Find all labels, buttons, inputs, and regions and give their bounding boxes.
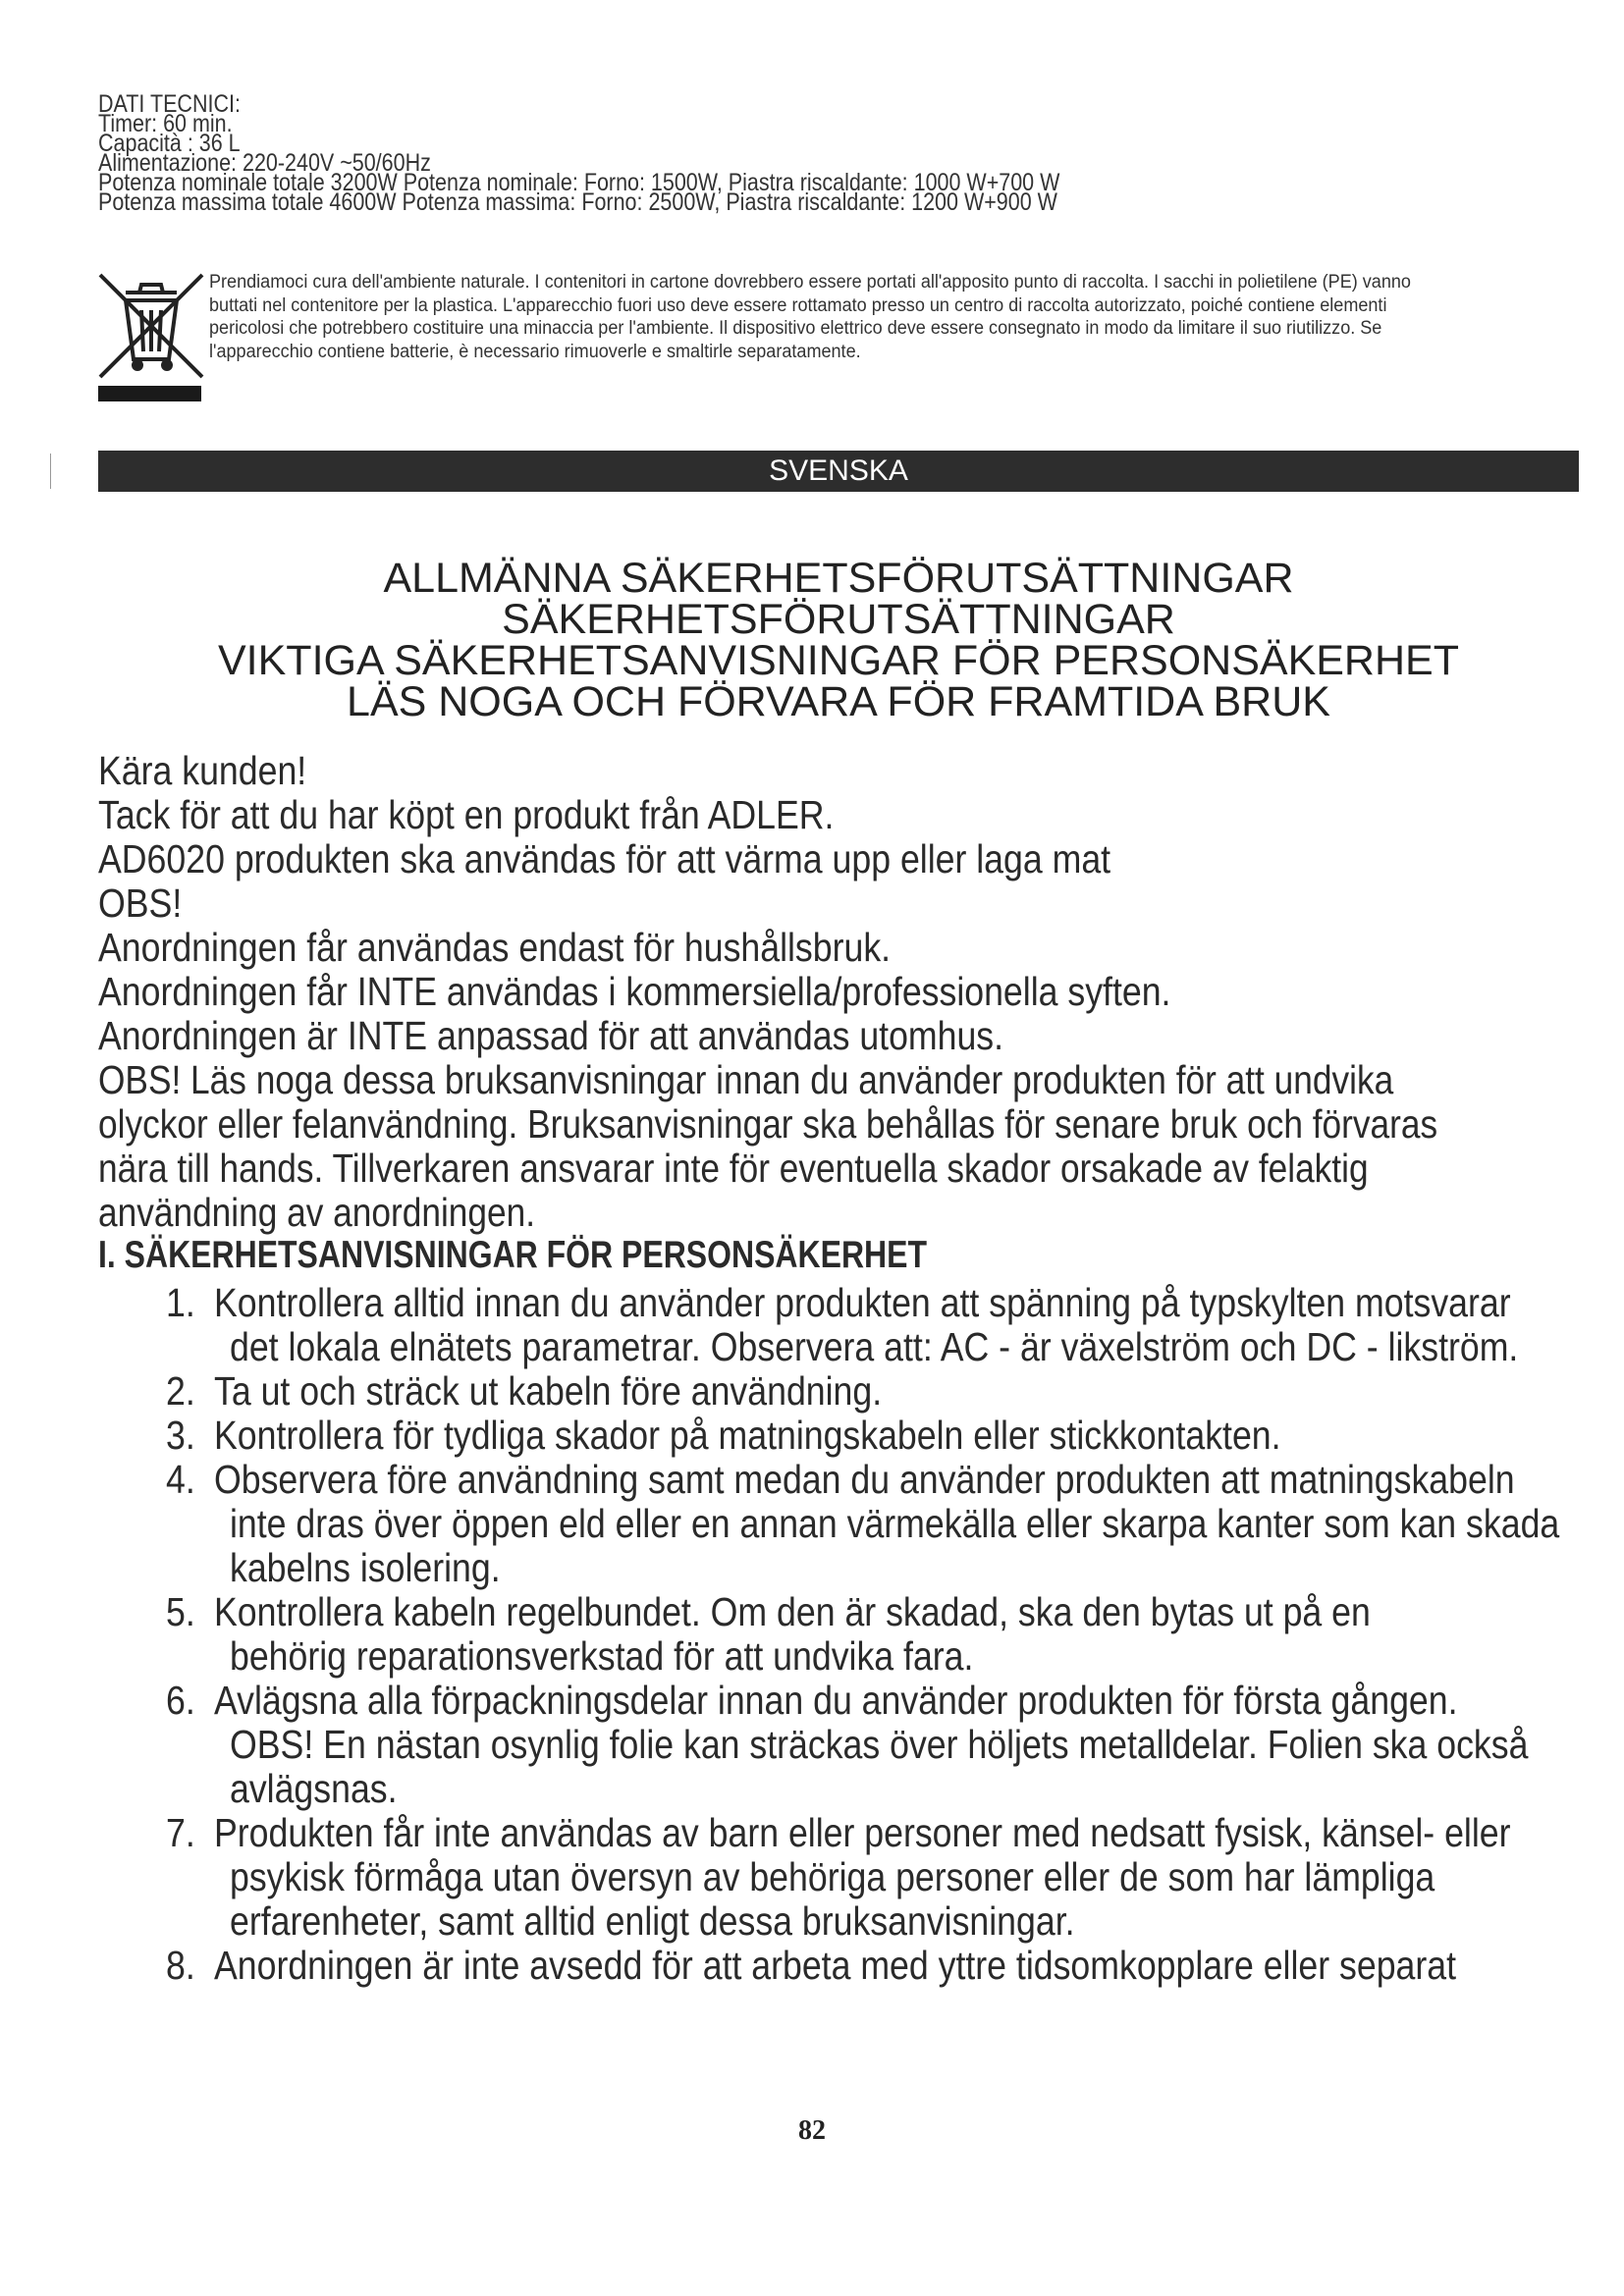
list-item [98,1679,1591,1811]
list-line: inte dras över öppen eld eller en annan värmekälla eller skarpa kanter som kan skada [230,1501,1560,1546]
list-line: behörig reparationsverkstad för att undvika fara. [230,1633,974,1679]
intro-line: Tack för att du har köpt en produkt från ADLER. [98,792,835,837]
obs-paragraph [98,1058,1591,1235]
list-line: Kontrollera alltid innan du använder produkten att spänning på typskylten motsvarar [214,1280,1511,1325]
document-body [98,749,1591,1988]
list-line: Produkten får inte användas av barn eller personer med nedsatt fysisk, känsel- eller [214,1810,1511,1855]
tech-line: Potenza massima totale 4600W Potenza massima: Forno: 2500W, Piastra riscaldante: 1200 W+900 W [98,188,1057,216]
list-line: avlägsnas. [230,1766,398,1811]
obs-line: olyckor eller felanvändning. Bruksanvisningar ska behållas för senare bruk och förvaras [98,1101,1438,1147]
list-line: psykisk förmåga utan översyn av behöriga personer eller de som har lämpliga [230,1854,1435,1899]
list-item [98,1414,1591,1458]
section-title: I. SÄKERHETSANVISNINGAR FÖR PERSONSÄKERHET [98,1234,928,1276]
list-number: 3. [166,1413,195,1458]
list-number: 5. [166,1589,195,1634]
list-number: 6. [166,1678,195,1723]
obs-line: nära till hands. Tillverkaren ansvarar inte för eventuella skador orsakade av felaktig [98,1146,1369,1191]
weee-bar [98,386,201,401]
list-number: 2. [166,1368,195,1414]
list-number: 7. [166,1810,195,1855]
intro-block [98,749,1591,1058]
intro-line: Anordningen får INTE användas i kommersiella/professionella syften. [98,969,1171,1014]
heading-line: LÄS NOGA OCH FÖRVARA FÖR FRAMTIDA BRUK [347,678,1330,725]
intro-line: OBS! [98,881,183,926]
list-line: det lokala elnätets parametrar. Observera att: AC - är växelström och DC - likström. [230,1324,1519,1369]
intro-line: AD6020 produkten ska användas för att värma upp eller laga mat [98,836,1111,881]
heading-line: ALLMÄNNA SÄKERHETSFÖRUTSÄTTNINGAR [383,555,1294,602]
intro-line: Anordningen får användas endast för hushållsbruk. [98,925,892,970]
heading-line: SÄKERHETSFÖRUTSÄTTNINGAR [502,596,1175,643]
list-line: Kontrollera kabeln regelbundet. Om den är skadad, ska den bytas ut på en [214,1589,1371,1634]
list-number: 4. [166,1457,195,1502]
page-number: 82 [798,2115,826,2146]
intro-line: Anordningen är INTE anpassad för att användas utomhus. [98,1013,1004,1058]
list-item [98,1458,1591,1590]
obs-line: användning av anordningen. [98,1190,536,1235]
list-line: Ta ut och sträck ut kabeln före användning. [214,1368,883,1414]
list-item [98,1811,1591,1944]
list-line: Avlägsna alla förpackningsdelar innan du använder produkten för första gången. [214,1678,1458,1723]
list-line: Kontrollera för tydliga skador på matningskabeln eller stickkontakten. [214,1413,1281,1458]
list-item [98,1369,1591,1414]
margin-line [50,454,51,489]
list-item [98,1590,1591,1679]
list-line: kabelns isolering. [230,1545,501,1590]
technical-data [98,90,1060,216]
list-number: 1. [166,1280,195,1325]
environment-notice: Prendiamoci cura dell'ambiente naturale. I contenitori in cartone dovrebbero essere portati all'apposito punto di raccolta. I sacchi in polietilene (PE) vanno buttati nel contenitore per la plastica. L'apparecchio fuori uso deve essere rottamato presso un centro di raccolta autorizzato, poiché contiene elementi pericolosi che potrebbero costituire una minaccia per l'ambiente. Il dispositivo elettrico deve essere consegnato in modo da limitare il suo riutilizzo. Se l'apparecchio contiene batterie, è necessario rimuoverle e smaltirle separatamente. [209,272,1411,362]
tech-line: Potenza nominale totale 3200W Potenza nominale: Forno: 1500W, Piastra riscaldante: 1000 W+700 W [98,169,1060,196]
list-line: OBS! En nästan osynlig folie kan sträckas över höljets metalldelar. Folien ska också [230,1722,1529,1767]
weee-crossed-bin-icon [96,271,206,386]
list-line: Observera före användning samt medan du använder produkten att matningskabeln [214,1457,1515,1502]
list-line: Anordningen är inte avsedd för att arbeta med yttre tidsomkopplare eller separat [214,1943,1457,1988]
tech-line: Alimentazione: 220-240V ~50/60Hz [98,149,431,177]
heading-line: VIKTIGA SÄKERHETSANVISNINGAR FÖR PERSONSÄKERHET [218,637,1459,684]
list-item [98,1944,1591,1988]
main-headings [98,555,1579,725]
tech-line: DATI TECNICI: [98,90,241,118]
language-banner: SVENSKA [98,451,1579,492]
obs-line: OBS! Läs noga dessa bruksanvisningar innan du använder produkten för att undvika [98,1057,1394,1102]
list-line: erfarenheter, samt alltid enligt dessa bruksanvisningar. [230,1898,1075,1944]
tech-line: Timer: 60 min. [98,110,233,137]
tech-line: Capacità : 36 L [98,130,241,157]
intro-line: Kära kunden! [98,748,307,793]
list-item [98,1281,1591,1369]
safety-list [98,1281,1591,1988]
list-number: 8. [166,1943,195,1988]
